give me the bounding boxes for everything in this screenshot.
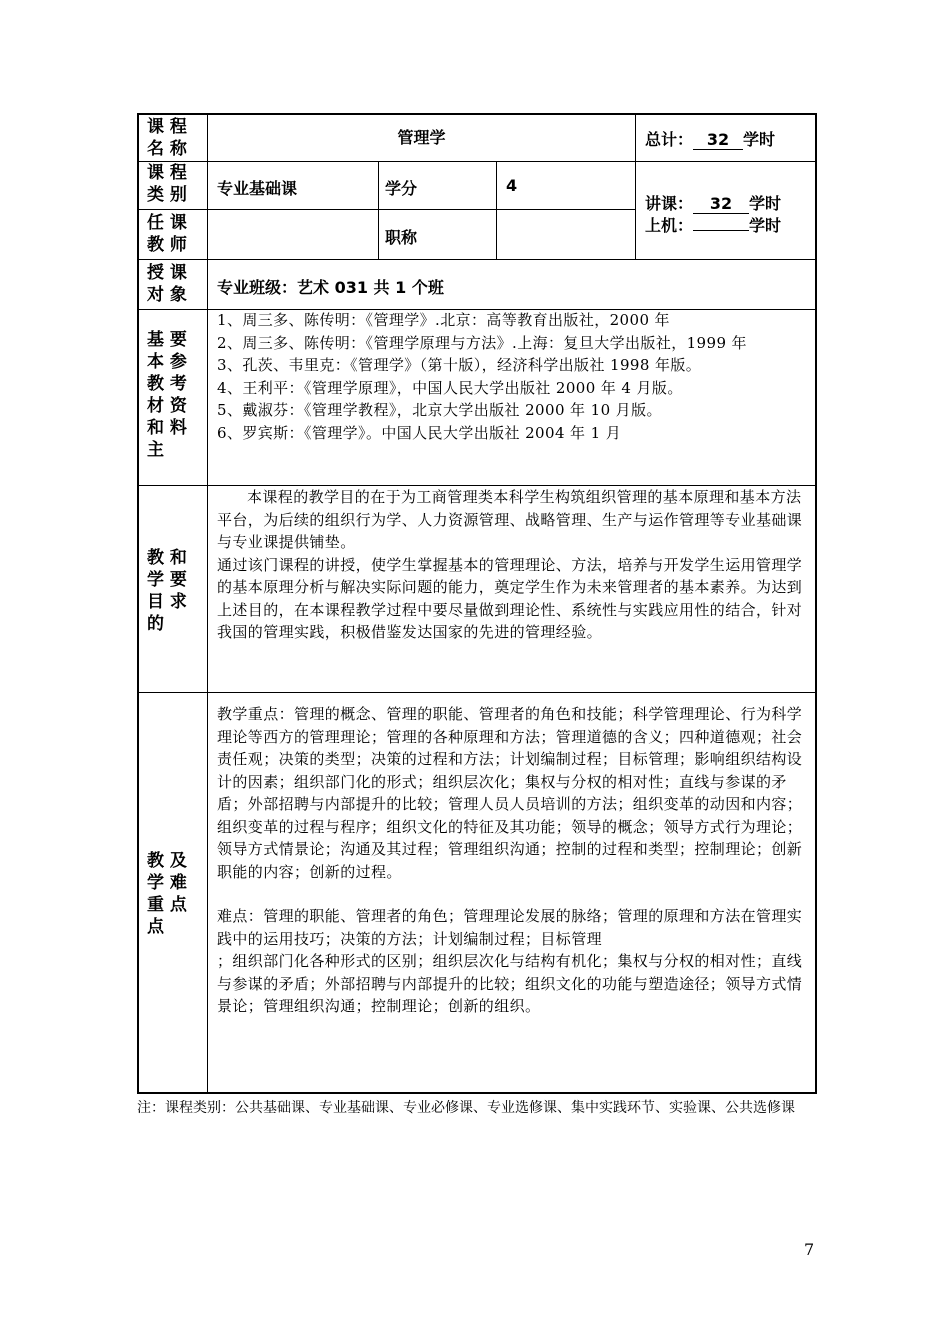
difficulty-part-1: 难点：管理的职能、管理者的角色；管理理论发展的脉络；管理的原理和方法在管理实践中的运用技巧；决策的方法；计划编制过程；目标管理: [217, 907, 803, 948]
audience-value: 专业班级：艺术 031 共 1 个班: [217, 278, 444, 297]
list-item: 5、戴淑芬：《管理学教程》，北京大学出版社 2000 年 10 月版。: [217, 401, 662, 419]
label-course-name: 课 程 名 称: [147, 117, 187, 159]
difficulty-part-2: ；组织部门化各种形式的区别；组织层次化与结构有机化；集权与分权的相对性；直线与参谋的矛盾；外部招聘与内部提升的比较；组织文化的功能与塑造途径；领导方式情景论；管理组织沟通；控制理论；创新的组织。: [217, 952, 803, 1015]
footnote: 注：课程类别：公共基础课、专业基础课、专业必修课、专业选修课、集中实践环节、实验课、公共选修课: [137, 1100, 795, 1116]
course-name-value: 管理学: [397, 128, 446, 147]
keypoints-text: [217, 703, 809, 1018]
label-objectives: 教 和 学 要 目 求 的: [147, 548, 187, 634]
title-label: 职称: [385, 228, 418, 247]
list-item: 6、罗宾斯：《管理学》。中国人民大学出版社 2004 年 1 月: [217, 423, 622, 442]
row-line-1: [139, 161, 815, 162]
course-syllabus-table: [137, 113, 817, 1094]
credit-label: 学分: [385, 179, 418, 198]
label-course-type: 课 程 类 别: [147, 163, 187, 205]
label-audience: 授 课 对 象: [147, 263, 187, 305]
course-type-value: 专业基础课: [217, 179, 298, 198]
row-line-3: [139, 259, 815, 260]
list-item: 2、周三多、陈传明：《管理学原理与方法》.上海：复旦大学出版社，1999 年: [217, 333, 747, 352]
list-item: 4、王利平：《管理学原理》，中国人民大学出版社 2000 年 4 月版。: [217, 378, 683, 397]
row-line-2: [139, 209, 635, 210]
row1-divider: [635, 115, 636, 161]
list-item: 3、孔茨、韦里克：《管理学》（第十版），经济科学出版社 1998 年版。: [217, 356, 702, 374]
objectives-paragraph-2: 通过该门课程的讲授，使学生掌握基本的管理理论、方法，培养与开发学生运用管理学的基本原理分析与解决实际问题的能力，奠定学生作为未来管理者的基本素养。为达到上述目的，在本课程教学过程中要尽量做到理论性、系统性与实践应用性的结合，针对我国的管理实践，积极借鉴发达国家的先进的管理经验。: [217, 555, 803, 641]
teaching-focus: 教学重点：管理的概念、管理的职能、管理者的角色和技能；科学管理理论、行为科学理论等西方的管理理论；管理的各种原理和方法；管理道德的含义；四种道德观；社会责任观；决策的类型；决策的过程和方法；计划编制过程；目标管理；影响组织结构设计的因素；组织部门化的形式；组织层次化；集权与分权的相对性；直线与参谋的矛盾；外部招聘与内部提升的比较；管理人员人员培训的方法；组织变革的动因和内容；组织变革的过程与程序；组织文化的特征及其功能；领导的概念；领导方式行为理论；领导方式情景论；沟通及其过程；管理组织沟通；控制的过程和类型；控制理论；创新职能的内容；创新的过程。: [217, 705, 803, 881]
label-column-divider: [207, 115, 208, 1094]
credit-value: 4: [506, 176, 518, 195]
lab-hours: 上机： 学时: [645, 212, 815, 236]
label-teacher: 任 课 教 师: [147, 213, 187, 255]
objectives-paragraph-1: 本课程的教学目的在于为工商管理类本科学生构筑组织管理的基本原理和基本方法平台，为后续的组织行为学、人力资源管理、战略管理、生产与运作管理等专业基础课与专业课提供铺垫。: [217, 488, 803, 551]
row2-divider-b: [496, 161, 497, 259]
row2-divider-c: [635, 161, 636, 259]
label-textbooks: 基 要 本 参 教 考 材 资 和 料 主: [147, 330, 187, 460]
row-line-6: [139, 692, 815, 693]
page-number: 7: [804, 1240, 815, 1259]
spacer: [217, 883, 809, 905]
total-hours: 总计： 32 学时: [645, 130, 776, 149]
row2-divider-a: [378, 161, 379, 259]
label-keypoints: 教 及 学 难 重 点 点: [147, 851, 187, 937]
list-item: 1、周三多、陈传明：《管理学》.北京：高等教育出版社，2000 年: [217, 311, 670, 329]
textbook-list: [217, 309, 809, 444]
lecture-hours: 讲课： 32 学时: [645, 194, 782, 213]
objectives-text: [217, 486, 809, 644]
